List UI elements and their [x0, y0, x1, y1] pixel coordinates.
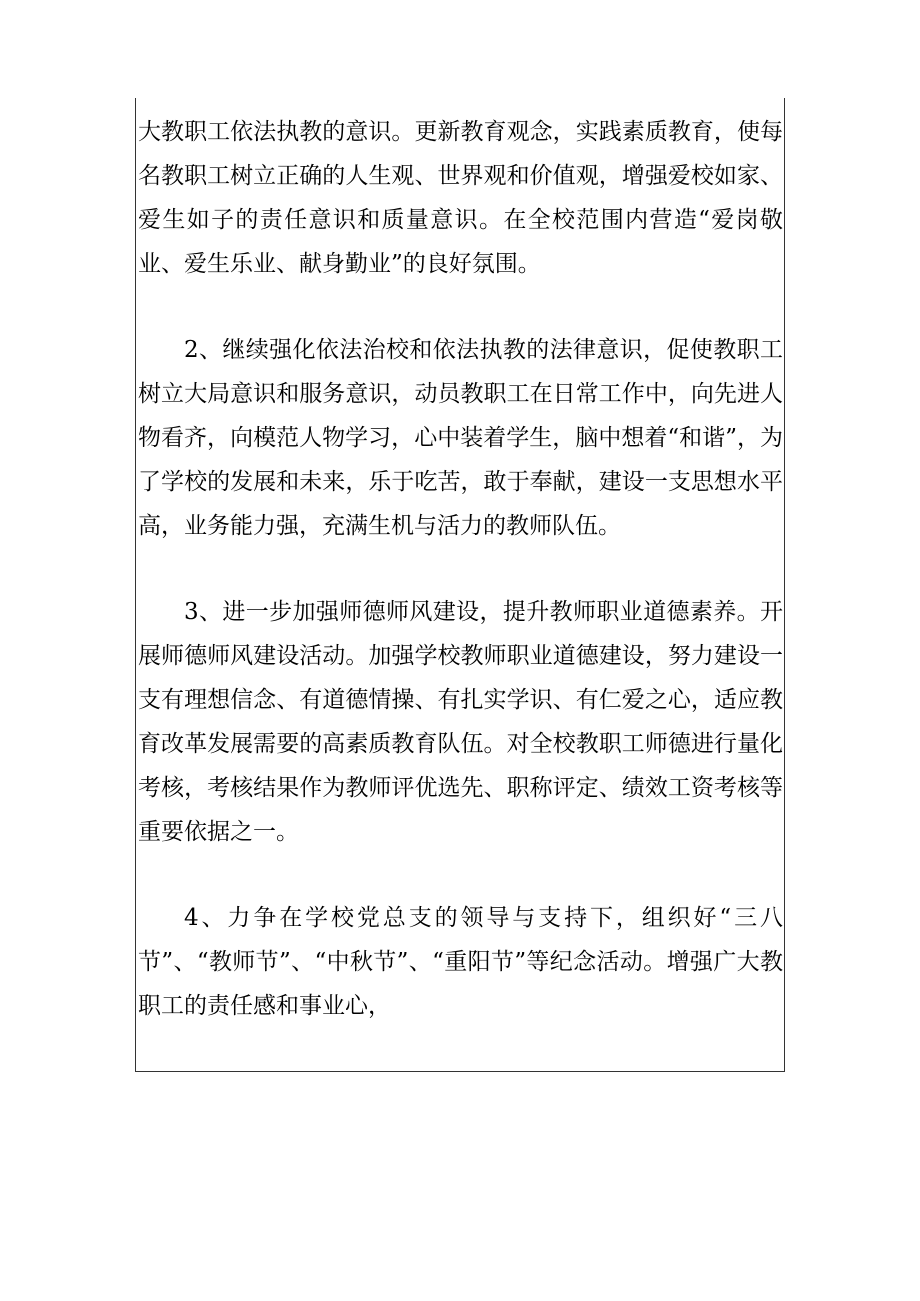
paragraph-1-continuation: 大教职工依法执教的意识。更新教育观念，实践素质教育，使每名教职工树立正确的人生观、世界观和价值观，增强爱校如家、爱生如子的责任意识和质量意识。在全校范围内营造“爱岗敬业、爱生乐业、献身勤业”的良好氛围。	[138, 119, 783, 277]
paragraph-4: 4、力争在学校党总支的领导与支持下，组织好“三八节”、“教师节”、“中秋节”、“重阳节”等纪念活动。增强广大教职工的责任感和事业心，	[138, 905, 783, 1019]
paragraph-2: 2、继续强化依法治校和依法执教的法律意识，促使教职工树立大局意识和服务意识，动员教职工在日常工作中，向先进人物看齐，向模范人物学习，心中装着学生，脑中想着“和谐”，为了学校的发展和未来，乐于吃苦，敢于奉献，建设一支思想水平高，业务能力强，充满生机与活力的教师队伍。	[138, 337, 783, 539]
document-body	[138, 110, 783, 1028]
paragraph-3: 3、进一步加强师德师风建设，提升教师职业道德素养。开展师德师风建设活动。加强学校教师职业道德建设，努力建设一支有理想信念、有道德情操、有扎实学识、有仁爱之心，适应教育改革发展需要的高素质教育队伍。对全校教职工师德进行量化考核，考核结果作为教师评优选先、职称评定、绩效工资考核等重要依据之一。	[138, 599, 783, 845]
